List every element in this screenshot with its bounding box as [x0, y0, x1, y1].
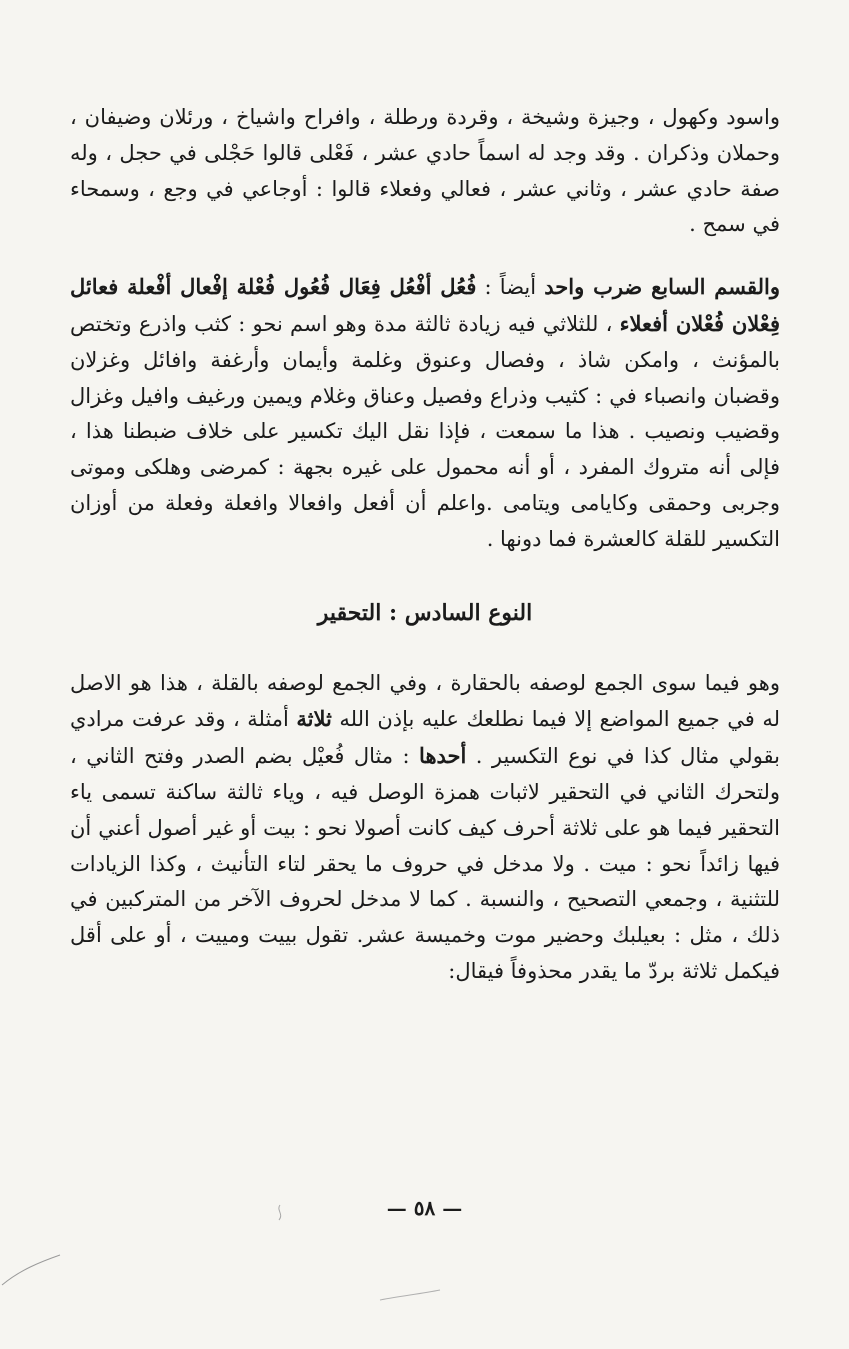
scan-stroke-left	[2, 1255, 60, 1285]
bold-word-thalatha: ثلاثة	[296, 706, 332, 732]
paragraph-3	[70, 666, 780, 990]
page-number: — ٥٨ —	[386, 1196, 463, 1220]
paragraph-2	[70, 269, 780, 557]
paragraph-2-text: ، للثلاثي فيه زيادة ثالثة مدة وهو اسم نحو : كثب واذرع وتختص بالمؤنث ، وامكن شاذ ، وفصال وعنوق وغلمة وأيمان وأرغفة وافائل وغزلان وقضبان وانصباء في : كثيب وذراع وفصيل وعناق وغلام ويمين ورغيف وافيل وغزال وقضيب ونصيب . هذا ما سمعت ، فإذا نقل اليك تكسير على خلاف ضبطنا هذا ، فإلى أنه متروك المفرد ، أو أنه محمول على غيره بجهة : كمرضى وهلكى وموتى وجربى وحمقى وكايامى ويتامى .واعلم أن أفعل وافعالا وافعلة وفعلة من أوزان التكسير للقلة كالعشرة فما دونها .	[70, 311, 780, 551]
page-body	[70, 100, 780, 990]
paragraph-3-part-a: وهو فيما سوى الجمع لوصفه بالحقارة ، وفي الجمع لوصفه بالقلة ، هذا هو الاصل له في جميع المواضع إلا فيما نطلعك عليه بإذن الله	[70, 670, 780, 732]
paragraph-3-part-c: : مثال فُعيْل بضم الصدر وفتح الثاني ، ولتحرك الثاني في التحقير لاثبات همزة الوصل فيه ، وياء ثالثة ساكنة تسمى ياء التحقير فيما هو على ثلاثة أحرف كيف كانت أصولا نحو : بيت أو غير أصول أعني أن فيها زائداً نحو : ميت . ولا مدخل في حروف ما يحقر لتاء التأنيث ، وكذا الزيادات للتثنية ، وجمعي التصحيح ، والنسبة . كما لا مدخل لحروف الآخر من المتركبين في ذلك ، مثل : بعيلبك وحضير موت وخميسة عشر. تقول بييت ومييت ، أو على أقل فيكمل ثلاثة بردّ ما يقدر محذوفاً فيقال:	[70, 744, 780, 983]
paragraph-3-part-b: أمثلة ، وقد عرفت مرادي بقولي مثال كذا في نوع التكسير .	[70, 707, 781, 769]
scan-stroke-bottom	[380, 1290, 440, 1300]
paragraph-1: واسود وكهول ، وجيزة وشيخة ، وقردة ورطلة ، وافراح واشياخ ، ورئلان وضيفان ، وحملان وذكران . وقد وجد له اسماً حادي عشر ، فَعْلى قالوا حَجْلى في حجل ، وله صفة حادي عشر ، وثاني عشر ، فعالي وفعلاء قالوا : أوجاعي في وجع ، وسمحاء في سمح .	[70, 105, 780, 237]
pattern-list-bold: فُعُل أفْعُل فِعَال فُعُول فُعْلة إفْعال أفْعلة فعائل فِعْلان فُعْلان أفعلاء	[70, 274, 780, 336]
bold-word-ahaduha: أحدها	[419, 743, 467, 769]
section-lead-bold: والقسم السابع ضرب واحد	[544, 274, 780, 300]
section-heading: النوع السادس : التحقير	[317, 599, 533, 626]
paragraph-2-mid: أيضاً :	[476, 275, 545, 300]
